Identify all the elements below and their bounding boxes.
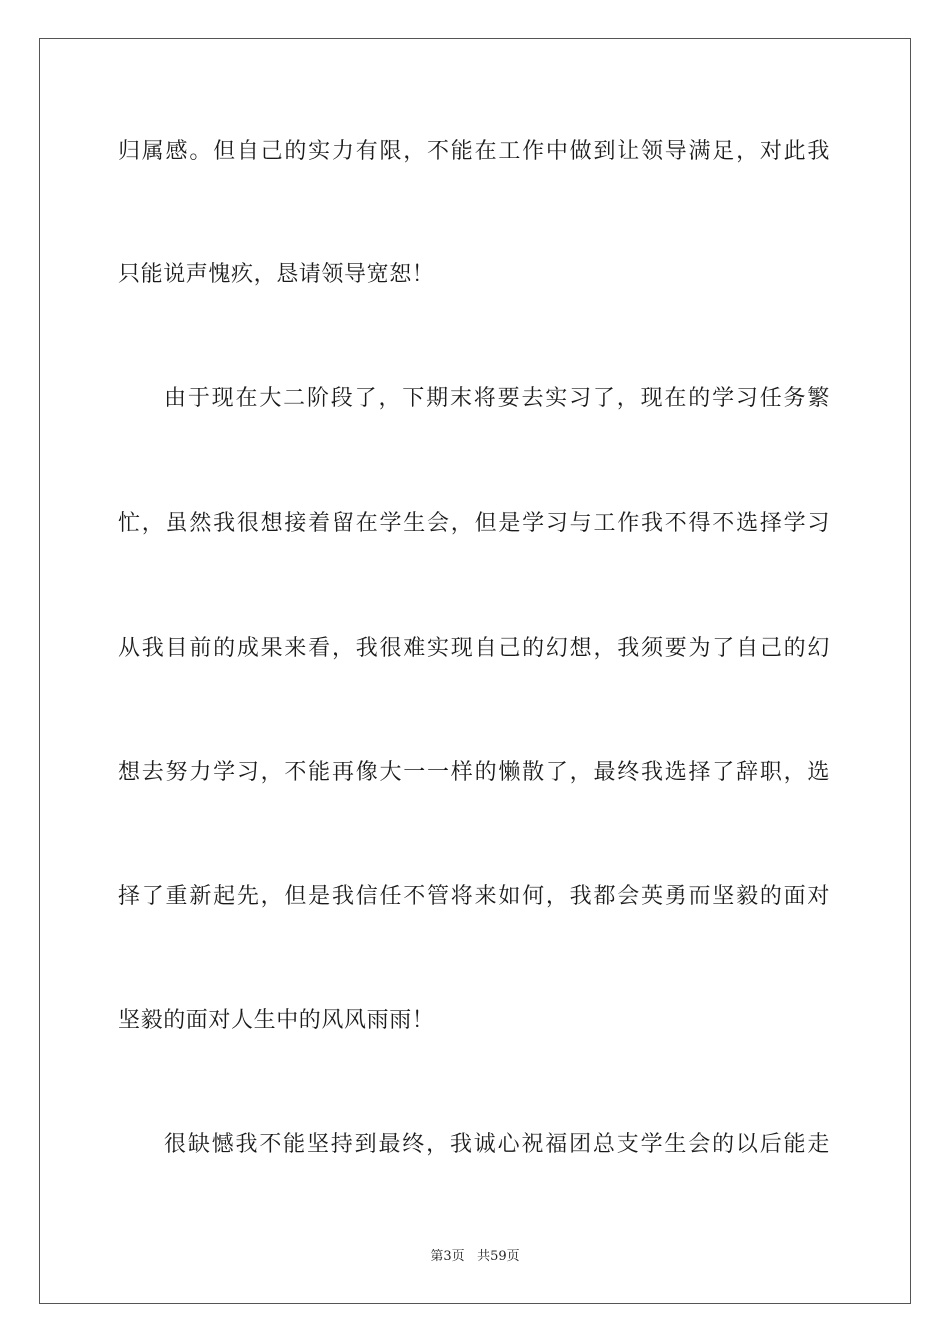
body-line-4: 忙，虽然我很想接着留在学生会，但是学习与工作我不得不选择学习 — [118, 511, 830, 536]
page-footer — [0, 1248, 950, 1266]
body-line-6: 想去努力学习，不能再像大一一样的懒散了，最终我选择了辞职，选 — [118, 760, 830, 785]
page-total: 共59页 — [477, 1249, 520, 1264]
body-line-5: 从我目前的成果来看，我很难实现自己的幻想，我须要为了自己的幻 — [118, 636, 830, 661]
body-line-8: 坚毅的面对人生中的风风雨雨！ — [118, 1008, 435, 1033]
body-line-1: 归属感。但自己的实力有限，不能在工作中做到让领导满足，对此我 — [118, 139, 830, 164]
body-line-9: 很缺憾我不能坚持到最终，我诚心祝福团总支学生会的以后能走 — [164, 1132, 830, 1157]
body-line-7: 择了重新起先，但是我信任不管将来如何，我都会英勇而坚毅的面对 — [118, 884, 830, 909]
page-border — [39, 38, 911, 1304]
page-number: 第3页 — [430, 1249, 465, 1264]
body-line-3: 由于现在大二阶段了，下期末将要去实习了，现在的学习任务繁 — [164, 386, 830, 411]
body-line-2: 只能说声愧疚，恳请领导宽恕！ — [118, 262, 435, 287]
